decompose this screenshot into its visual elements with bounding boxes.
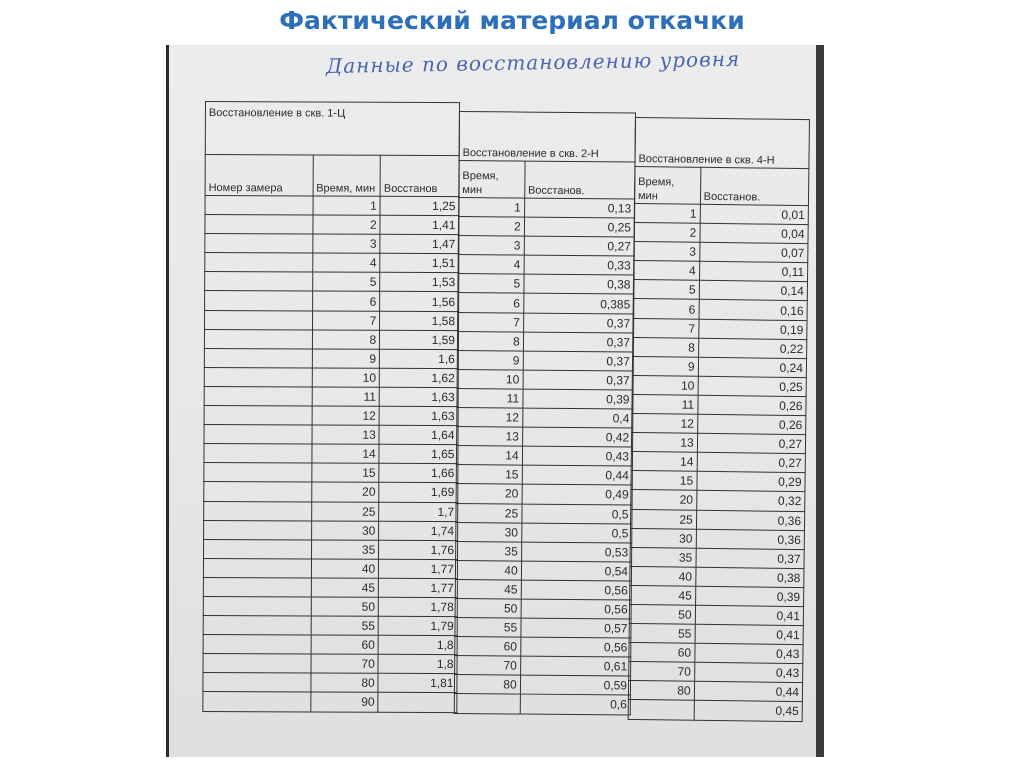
table-row bbox=[632, 356, 806, 377]
table-row bbox=[205, 253, 459, 273]
recovery-cell: 0,33 bbox=[524, 255, 634, 275]
time-cell: 90 bbox=[310, 692, 378, 711]
measure-number-cell bbox=[203, 635, 311, 655]
time-cell: 1 bbox=[313, 196, 381, 215]
table-row bbox=[629, 624, 803, 645]
time-cell: 9 bbox=[457, 350, 523, 370]
table-row bbox=[203, 558, 457, 578]
table-row bbox=[629, 604, 803, 625]
table-row bbox=[454, 675, 630, 696]
recovery-cell: 0,59 bbox=[520, 675, 630, 695]
table-row bbox=[630, 509, 804, 530]
recovery-cell: 0,29 bbox=[697, 472, 806, 492]
recovery-cell: 0,44 bbox=[694, 682, 803, 702]
time-cell: 10 bbox=[312, 368, 380, 387]
time-cell: 6 bbox=[633, 299, 699, 319]
recovery-cell: 0,42 bbox=[522, 427, 632, 447]
table-row bbox=[456, 541, 632, 562]
time-cell: 5 bbox=[633, 280, 699, 300]
recovery-cell: 0,19 bbox=[698, 319, 807, 339]
measure-number-cell bbox=[203, 692, 311, 712]
table-row bbox=[455, 618, 631, 639]
recovery-cell: 0,27 bbox=[524, 236, 634, 256]
table-row bbox=[455, 656, 631, 677]
time-cell: 2 bbox=[458, 217, 524, 237]
time-cell: 40 bbox=[455, 560, 521, 580]
time-cell: 20 bbox=[456, 484, 522, 504]
time-cell: 14 bbox=[312, 444, 380, 463]
table-title-well-2n: Восстановление в скв. 2-Н bbox=[459, 112, 635, 163]
table-row bbox=[203, 577, 457, 597]
time-cell: 30 bbox=[456, 522, 522, 542]
time-cell: 9 bbox=[312, 349, 380, 368]
time-cell: 4 bbox=[312, 253, 380, 272]
time-cell: 35 bbox=[630, 547, 696, 567]
recovery-cell: 1,79 bbox=[378, 616, 457, 635]
table-row bbox=[632, 375, 806, 396]
recovery-cell: 0,37 bbox=[523, 332, 633, 352]
measure-number-cell bbox=[204, 501, 312, 521]
recovery-cell: 1,59 bbox=[380, 330, 459, 349]
time-cell: 30 bbox=[311, 521, 379, 540]
time-cell: 9 bbox=[632, 356, 698, 376]
recovery-cell: 0,27 bbox=[697, 433, 806, 453]
table-well-2n bbox=[454, 111, 636, 715]
time-cell: 70 bbox=[629, 662, 695, 682]
table-row bbox=[203, 692, 457, 712]
table-row bbox=[204, 386, 458, 406]
table-row bbox=[203, 596, 457, 616]
table-row bbox=[455, 598, 631, 619]
recovery-cell: 1,76 bbox=[379, 540, 458, 559]
time-cell: 15 bbox=[631, 471, 697, 491]
recovery-cell: 0,25 bbox=[524, 217, 634, 237]
table-row bbox=[631, 433, 805, 454]
recovery-cell: 1,47 bbox=[380, 234, 459, 253]
recovery-cell: 0,56 bbox=[520, 637, 630, 657]
time-cell: 60 bbox=[629, 643, 695, 663]
table-row bbox=[456, 446, 632, 467]
table-row bbox=[457, 408, 633, 429]
table-row bbox=[457, 350, 633, 371]
slide-title: Фактический материал откачки bbox=[279, 6, 745, 35]
measure-number-cell bbox=[204, 444, 312, 464]
recovery-cell: 0,36 bbox=[696, 529, 805, 549]
time-cell: 30 bbox=[630, 528, 696, 548]
recovery-cell: 0,43 bbox=[694, 643, 803, 663]
table-row bbox=[204, 329, 458, 349]
recovery-cell: 0,07 bbox=[699, 242, 808, 262]
table-row bbox=[633, 280, 807, 301]
time-cell: 55 bbox=[455, 618, 521, 638]
table-row bbox=[204, 520, 458, 540]
time-cell: 80 bbox=[628, 681, 694, 701]
recovery-cell: 0,54 bbox=[521, 561, 631, 581]
recovery-cell: 0,53 bbox=[521, 542, 631, 562]
recovery-cell: 0,41 bbox=[695, 624, 804, 644]
time-cell: 60 bbox=[311, 635, 379, 654]
recovery-cell: 1,7 bbox=[379, 502, 458, 521]
time-cell: 70 bbox=[455, 656, 521, 676]
table-row bbox=[205, 234, 459, 254]
table-row bbox=[457, 388, 633, 409]
table-row bbox=[629, 662, 803, 683]
recovery-cell: 0,39 bbox=[523, 389, 633, 409]
table-row bbox=[631, 471, 805, 492]
table-row bbox=[628, 681, 802, 702]
table-row bbox=[204, 444, 458, 464]
table-row bbox=[628, 700, 802, 721]
time-cell: 7 bbox=[458, 312, 524, 332]
table-row bbox=[633, 337, 807, 358]
time-cell: 2 bbox=[634, 223, 700, 243]
table-row bbox=[458, 312, 634, 333]
recovery-cell: 1,66 bbox=[379, 464, 458, 483]
time-cell: 40 bbox=[311, 559, 379, 578]
photo-edge-left bbox=[166, 45, 169, 757]
recovery-cell: 0,38 bbox=[695, 567, 804, 587]
photo-edge-right bbox=[816, 45, 824, 757]
recovery-cell: 1,62 bbox=[380, 368, 459, 387]
recovery-cell: 1,53 bbox=[380, 273, 459, 292]
time-cell: 35 bbox=[456, 541, 522, 561]
time-cell: 25 bbox=[456, 503, 522, 523]
recovery-cell: 0,25 bbox=[698, 376, 807, 396]
time-cell: 3 bbox=[312, 234, 380, 253]
recovery-cell bbox=[378, 693, 457, 712]
table-row bbox=[634, 223, 808, 244]
table-row bbox=[203, 635, 457, 655]
table-row bbox=[457, 331, 633, 352]
measure-number-cell bbox=[204, 482, 312, 502]
table-row bbox=[456, 484, 632, 505]
time-cell: 3 bbox=[458, 236, 524, 256]
measure-number-cell bbox=[204, 539, 312, 559]
recovery-cell: 0,56 bbox=[521, 599, 631, 619]
time-cell: 40 bbox=[630, 566, 696, 586]
recovery-cell: 1,78 bbox=[379, 597, 458, 616]
time-cell: 25 bbox=[630, 509, 696, 529]
recovery-cell: 0,44 bbox=[522, 465, 632, 485]
table-row bbox=[204, 367, 458, 387]
table-row bbox=[204, 539, 458, 559]
table-row bbox=[634, 242, 808, 263]
table-row bbox=[631, 490, 805, 511]
recovery-cell: 0,43 bbox=[522, 446, 632, 466]
table-row bbox=[203, 673, 457, 693]
recovery-cell: 1,56 bbox=[380, 292, 459, 311]
time-cell: 6 bbox=[458, 293, 524, 313]
recovery-cell: 0,26 bbox=[698, 395, 807, 415]
recovery-cell: 0,22 bbox=[698, 338, 807, 358]
time-cell: 14 bbox=[456, 446, 522, 466]
recovery-cell: 0,37 bbox=[696, 548, 805, 568]
recovery-cell: 0,32 bbox=[696, 491, 805, 511]
time-cell: 12 bbox=[312, 406, 380, 425]
table-row bbox=[204, 425, 458, 445]
recovery-cell: 0,26 bbox=[697, 414, 806, 434]
time-cell: 11 bbox=[312, 387, 380, 406]
recovery-cell: 0,27 bbox=[697, 453, 806, 473]
recovery-cell: 0,11 bbox=[699, 262, 808, 282]
recovery-cell: 0,14 bbox=[699, 281, 808, 301]
time-cell: 10 bbox=[632, 375, 698, 395]
table-row bbox=[458, 217, 634, 238]
measure-number-cell bbox=[204, 520, 312, 540]
table-row bbox=[455, 560, 631, 581]
time-cell: 20 bbox=[631, 490, 697, 510]
time-cell: 50 bbox=[455, 598, 521, 618]
recovery-cell: 0,5 bbox=[521, 523, 631, 543]
recovery-cell: 1,77 bbox=[379, 559, 458, 578]
table-row bbox=[204, 406, 458, 426]
time-cell: 6 bbox=[312, 291, 380, 310]
measure-number-cell bbox=[204, 367, 312, 387]
table-title-well-1c: Восстановление в скв. 1-Ц bbox=[205, 102, 459, 156]
time-cell: 15 bbox=[311, 463, 379, 482]
time-cell: 45 bbox=[455, 579, 521, 599]
header-time: Время, мин bbox=[313, 155, 381, 196]
recovery-cell: 0,37 bbox=[523, 351, 633, 371]
recovery-cell: 0,43 bbox=[694, 663, 803, 683]
recovery-cell: 1,8 bbox=[378, 655, 457, 674]
recovery-cell: 0,6 bbox=[520, 694, 630, 714]
recovery-cell: 0,41 bbox=[695, 605, 804, 625]
recovery-cell: 0,56 bbox=[521, 580, 631, 600]
recovery-cell: 0,57 bbox=[521, 618, 631, 638]
time-cell: 2 bbox=[313, 215, 381, 234]
measure-number-cell bbox=[203, 654, 311, 674]
table-well-1c bbox=[202, 101, 460, 713]
recovery-cell: 1,8 bbox=[378, 635, 457, 654]
table-row bbox=[203, 654, 457, 674]
table-row bbox=[458, 255, 634, 276]
measure-number-cell bbox=[203, 558, 311, 578]
time-cell bbox=[454, 694, 520, 714]
recovery-cell: 0,45 bbox=[694, 701, 803, 721]
time-cell: 35 bbox=[311, 540, 379, 559]
table-row bbox=[630, 547, 804, 568]
table-row bbox=[633, 318, 807, 339]
recovery-cell: 1,77 bbox=[379, 578, 458, 597]
table-row bbox=[457, 369, 633, 390]
recovery-cell: 1,69 bbox=[379, 483, 458, 502]
table-row bbox=[203, 616, 457, 636]
recovery-cell: 0,37 bbox=[523, 370, 633, 390]
time-cell: 80 bbox=[454, 675, 520, 695]
time-cell: 20 bbox=[311, 482, 379, 501]
time-cell: 5 bbox=[312, 272, 380, 291]
table-title-well-4n: Восстановление в скв. 4-Н bbox=[635, 118, 810, 169]
measure-number-cell bbox=[204, 406, 312, 426]
header-measure-number: Номер замера bbox=[205, 155, 313, 196]
measure-number-cell bbox=[205, 196, 313, 216]
recovery-cell: 1,64 bbox=[379, 425, 458, 444]
measure-number-cell bbox=[205, 310, 313, 330]
table-row bbox=[633, 299, 807, 320]
table-row bbox=[455, 579, 631, 600]
time-cell: 8 bbox=[457, 331, 523, 351]
measure-number-cell bbox=[204, 329, 312, 349]
time-cell: 25 bbox=[311, 501, 379, 520]
recovery-cell: 0,04 bbox=[700, 223, 809, 243]
recovery-cell: 0,4 bbox=[522, 408, 632, 428]
recovery-cell: 1,81 bbox=[378, 674, 457, 693]
table-row bbox=[458, 236, 634, 257]
recovery-cell: 1,63 bbox=[379, 406, 458, 425]
header-time: Время, мин bbox=[459, 161, 525, 199]
time-cell: 7 bbox=[312, 311, 380, 330]
measure-number-cell bbox=[203, 596, 311, 616]
table-row bbox=[455, 637, 631, 658]
table-well-4n bbox=[628, 117, 810, 722]
measure-number-cell bbox=[205, 215, 313, 235]
time-cell: 55 bbox=[311, 616, 379, 635]
time-cell: 13 bbox=[631, 433, 697, 453]
table-row bbox=[458, 274, 634, 295]
recovery-cell: 1,25 bbox=[380, 196, 459, 215]
time-cell: 3 bbox=[634, 242, 700, 262]
time-cell: 12 bbox=[632, 414, 698, 434]
header-time: Время, мин bbox=[634, 167, 700, 205]
time-cell: 8 bbox=[312, 330, 380, 349]
time-cell: 15 bbox=[456, 465, 522, 485]
header-recovery: Восстанов. bbox=[700, 167, 809, 205]
recovery-cell: 0,5 bbox=[522, 504, 632, 524]
time-cell: 12 bbox=[457, 408, 523, 428]
table-row bbox=[205, 215, 459, 235]
document-photo bbox=[166, 45, 824, 757]
recovery-cell: 1,6 bbox=[380, 349, 459, 368]
time-cell: 70 bbox=[311, 654, 379, 673]
time-cell: 4 bbox=[458, 255, 524, 275]
recovery-cell: 0,36 bbox=[696, 510, 805, 530]
table-row bbox=[629, 643, 803, 664]
time-cell: 14 bbox=[631, 452, 697, 472]
recovery-cell: 1,41 bbox=[380, 215, 459, 234]
recovery-cell: 0,37 bbox=[523, 313, 633, 333]
measure-number-cell bbox=[204, 348, 312, 368]
measure-number-cell bbox=[205, 234, 313, 254]
time-cell: 1 bbox=[459, 198, 525, 218]
table-row bbox=[456, 503, 632, 524]
time-cell: 11 bbox=[457, 388, 523, 408]
measure-number-cell bbox=[205, 291, 313, 311]
measure-number-cell bbox=[205, 272, 313, 292]
time-cell: 80 bbox=[311, 673, 379, 692]
measure-number-cell bbox=[203, 673, 311, 693]
table-row bbox=[459, 198, 635, 219]
recovery-cell: 1,51 bbox=[380, 254, 459, 273]
table-row bbox=[456, 522, 632, 543]
recovery-cell: 1,74 bbox=[379, 521, 458, 540]
table-row bbox=[630, 528, 804, 549]
measure-number-cell bbox=[204, 463, 312, 483]
time-cell: 8 bbox=[633, 337, 699, 357]
time-cell: 1 bbox=[634, 203, 700, 223]
table-row bbox=[456, 465, 632, 486]
table-row bbox=[634, 261, 808, 282]
recovery-cell: 0,01 bbox=[700, 204, 809, 224]
recovery-cell: 0,39 bbox=[695, 586, 804, 606]
table-row bbox=[457, 427, 633, 448]
time-cell: 13 bbox=[457, 427, 523, 447]
table-row bbox=[632, 394, 806, 415]
table-row bbox=[204, 482, 458, 502]
recovery-cell: 1,63 bbox=[379, 387, 458, 406]
time-cell: 55 bbox=[629, 624, 695, 644]
time-cell: 50 bbox=[311, 597, 379, 616]
table-row bbox=[205, 291, 459, 311]
table-row bbox=[630, 585, 804, 606]
time-cell bbox=[628, 700, 694, 720]
header-recovery: Восстанов. bbox=[524, 161, 635, 199]
measure-number-cell bbox=[205, 253, 313, 273]
table-body-well-2n bbox=[454, 198, 634, 715]
measure-number-cell bbox=[204, 425, 312, 445]
recovery-cell: 0,16 bbox=[699, 300, 808, 320]
recovery-cell: 0,38 bbox=[524, 274, 634, 294]
table-row bbox=[458, 293, 634, 314]
recovery-cell: 1,65 bbox=[379, 444, 458, 463]
recovery-cell: 0,24 bbox=[698, 357, 807, 377]
time-cell: 7 bbox=[633, 318, 699, 338]
table-row bbox=[204, 501, 458, 521]
time-cell: 50 bbox=[629, 604, 695, 624]
time-cell: 4 bbox=[634, 261, 700, 281]
measure-number-cell bbox=[204, 386, 312, 406]
table-row bbox=[205, 196, 459, 216]
recovery-cell: 0,61 bbox=[520, 656, 630, 676]
header-recovery: Восстанов bbox=[380, 155, 459, 196]
measure-number-cell bbox=[203, 616, 311, 636]
table-row bbox=[205, 310, 459, 330]
table-row bbox=[634, 203, 808, 224]
table-body-well-1c bbox=[203, 196, 459, 713]
recovery-cell: 0,13 bbox=[524, 198, 634, 218]
table-row bbox=[632, 414, 806, 435]
recovery-cell: 0,385 bbox=[523, 294, 633, 314]
handwritten-note: Данные по восстановлению уровня bbox=[325, 46, 741, 79]
time-cell: 5 bbox=[458, 274, 524, 294]
recovery-cell: 1,58 bbox=[380, 311, 459, 330]
table-row bbox=[454, 694, 630, 715]
time-cell: 45 bbox=[311, 578, 379, 597]
recovery-cell: 0,49 bbox=[522, 484, 632, 504]
table-body-well-4n bbox=[628, 203, 808, 721]
time-cell: 11 bbox=[632, 394, 698, 414]
table-row bbox=[204, 463, 458, 483]
time-cell: 10 bbox=[457, 369, 523, 389]
measure-number-cell bbox=[203, 577, 311, 597]
time-cell: 60 bbox=[455, 637, 521, 657]
table-row bbox=[631, 452, 805, 473]
table-row bbox=[204, 348, 458, 368]
table-row bbox=[205, 272, 459, 292]
table-row bbox=[630, 566, 804, 587]
time-cell: 13 bbox=[312, 425, 380, 444]
time-cell: 45 bbox=[630, 585, 696, 605]
